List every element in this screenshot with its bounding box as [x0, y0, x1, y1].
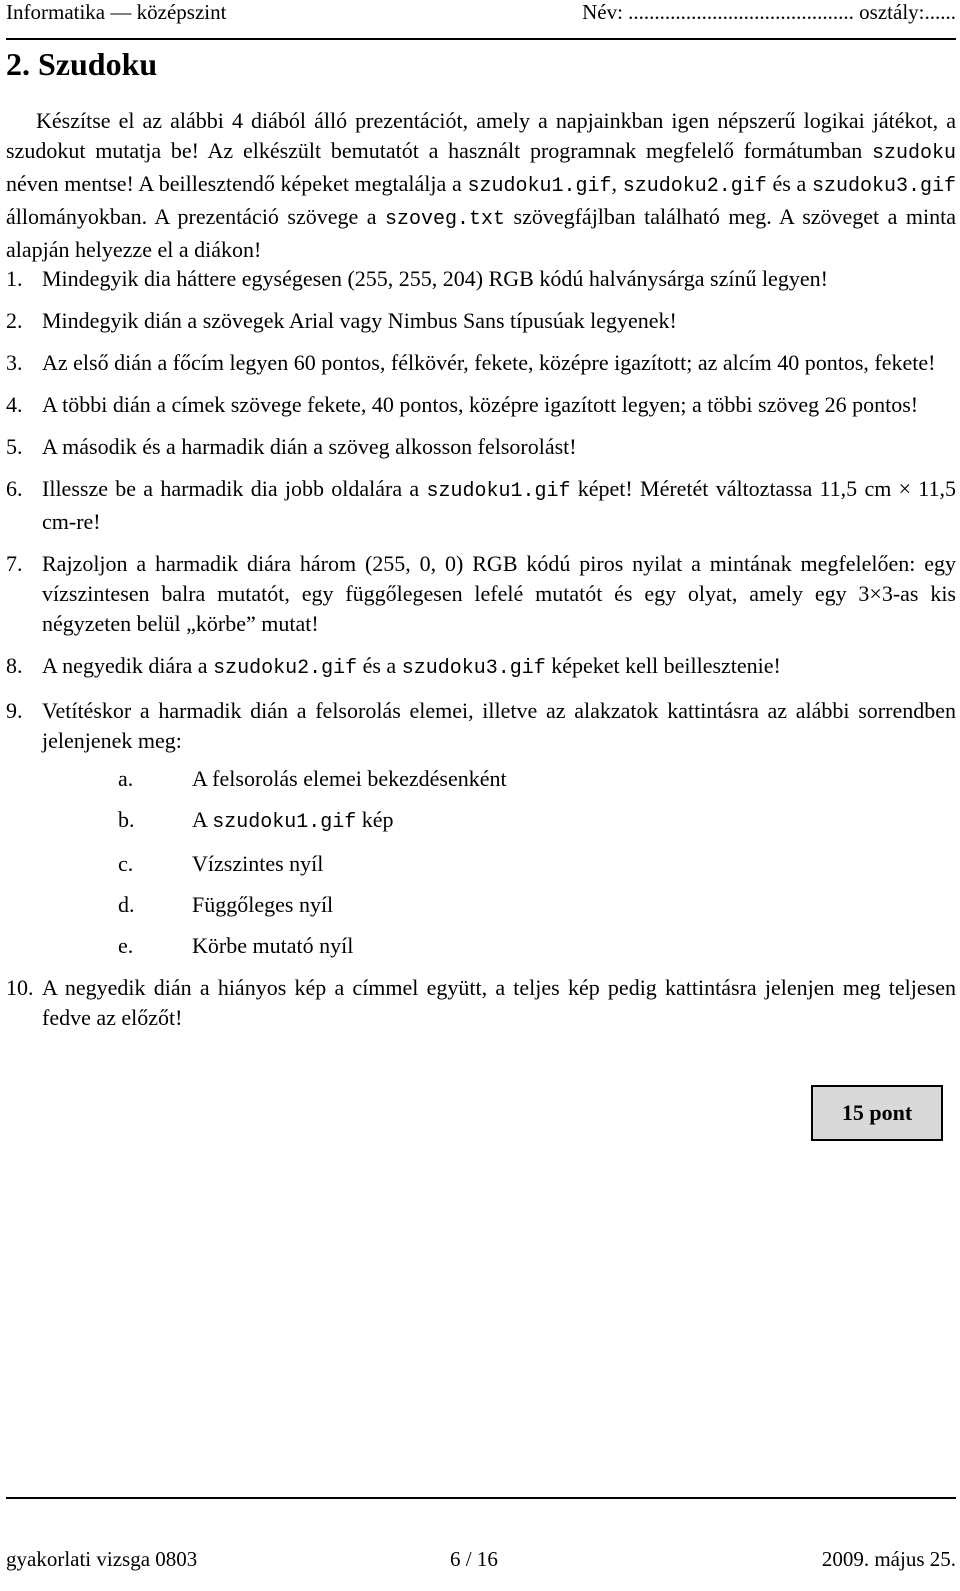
- filename-text: szudoku1.gif: [426, 480, 571, 503]
- subtask-letter: a.: [118, 766, 134, 791]
- filename-text: szudoku: [871, 142, 956, 165]
- task-item: [6, 390, 956, 420]
- task-item: [6, 973, 956, 1033]
- footer-exam-code: gyakorlati vizsga 0803: [6, 1547, 198, 1571]
- task-text: [42, 698, 956, 753]
- task-number: 10.: [6, 975, 34, 1000]
- subtask-letter: d.: [118, 892, 135, 917]
- intro-paragraph: [6, 106, 956, 265]
- subtask-item: [42, 849, 956, 879]
- footer-date: 2009. május 25.: [821, 1547, 956, 1571]
- header-subject: Informatika — középszint: [6, 0, 227, 24]
- text-run: A: [192, 807, 213, 832]
- task-text: [42, 434, 577, 459]
- task-text: [42, 308, 677, 333]
- task-item: [6, 306, 956, 336]
- text-run: ,: [611, 171, 623, 196]
- text-run: Mindegyik dia háttere egységesen (255, 255, 204) RGB kódú halványsárga színű legyen!: [42, 266, 828, 291]
- filename-text: szudoku1.gif: [212, 811, 357, 834]
- task-number: 1.: [6, 266, 23, 291]
- text-run: képet! Méretét változtassa 11,5 cm × 11,5 cm-re!: [42, 476, 956, 534]
- text-run: Vetítéskor a harmadik dián a felsorolás elemei, illetve az alakzatok kattintásra az alábbi sorrendben jelenjenek meg:: [42, 698, 956, 753]
- text-run: állományokban. A prezentáció szövege a: [6, 204, 385, 229]
- text-run: Körbe mutató nyíl: [192, 933, 354, 958]
- task-item: [6, 474, 956, 537]
- filename-text: szudoku2.gif: [622, 175, 767, 198]
- text-run: A többi dián a címek szövege fekete, 40 pontos, középre igazított legyen; a többi szöveg 26 pontos!: [42, 392, 919, 417]
- text-run: A negyedik dián a hiányos kép a címmel együtt, a teljes kép pedig kattintásra jelenjen meg teljesen fedve az előzőt!: [42, 975, 956, 1030]
- text-run: Mindegyik dián a szövegek Arial vagy Nimbus Sans típusúak legyenek!: [42, 308, 677, 333]
- text-run: Vízszintes nyíl: [192, 851, 324, 876]
- text-run: Rajzoljon a harmadik diára három (255, 0, 0) RGB kódú piros nyilat a mintának megfelelően: egy vízszintesen balra mutatót, egy függőlegesen lefelé mutatót és egy olyat, amely egy 3×3-as kis négyzeten belül „körbe” mutat!: [42, 551, 956, 636]
- task-number: 2.: [6, 308, 23, 333]
- task-item: [6, 651, 956, 684]
- text-run: szövegfájlban található meg. A szöveget a minta alapján helyezze el a diákon!: [6, 204, 956, 262]
- task-number: 4.: [6, 392, 23, 417]
- text-run: Az első dián a főcím legyen 60 pontos, félkövér, fekete, középre igazított; az alcím 40 pontos, fekete!: [42, 350, 936, 375]
- text-run: és a: [357, 653, 402, 678]
- page-footer: [6, 1497, 956, 1591]
- task-text: [42, 476, 956, 534]
- task-number: 3.: [6, 350, 23, 375]
- text-run: A felsorolás elemei bekezdésenként: [192, 766, 507, 791]
- subtask-item: [42, 805, 956, 838]
- task-number: 5.: [6, 434, 23, 459]
- task-item: [6, 264, 956, 294]
- text-run: A második és a harmadik dián a szöveg alkosson felsorolást!: [42, 434, 577, 459]
- subtask-list: [42, 764, 956, 961]
- subtask-letter: e.: [118, 933, 134, 958]
- filename-text: szudoku3.gif: [811, 175, 957, 198]
- task-number: 6.: [6, 476, 23, 501]
- task-item: [6, 549, 956, 639]
- filename-text: szoveg.txt: [385, 208, 506, 231]
- task-text: [42, 350, 935, 375]
- footer-page-number: 6 / 16: [450, 1547, 498, 1571]
- text-run: Függőleges nyíl: [192, 892, 334, 917]
- subtask-letter: b.: [118, 807, 135, 832]
- text-run: Illessze be a harmadik dia jobb oldalára a: [42, 476, 427, 501]
- text-run: képeket kell beillesztenie!: [545, 653, 781, 678]
- header-name-class-field: Név: ........................................... osztály:......: [582, 0, 956, 24]
- subtask-letter: c.: [118, 851, 134, 876]
- text-run: és a: [766, 171, 812, 196]
- task-text: [42, 266, 828, 291]
- subtask-item: [42, 764, 956, 794]
- task-item: [6, 696, 956, 961]
- text-run: kép: [356, 807, 394, 832]
- task-number: 8.: [6, 653, 23, 678]
- task-item: [6, 432, 956, 462]
- task-number: 9.: [6, 698, 23, 723]
- task-title: 2. Szudoku: [6, 46, 158, 82]
- text-run: A negyedik diára a: [42, 653, 214, 678]
- text-run: néven mentse! A beillesztendő képeket megtalálja a: [6, 171, 468, 196]
- task-item: [6, 348, 956, 378]
- filename-text: szudoku3.gif: [401, 657, 546, 680]
- subtask-item: [42, 931, 956, 961]
- filename-text: szudoku2.gif: [213, 657, 358, 680]
- points-box: 15 pont: [811, 1085, 943, 1141]
- page-header: [6, 0, 956, 40]
- filename-text: szudoku1.gif: [467, 175, 612, 198]
- task-number: 7.: [6, 551, 23, 576]
- task-list: [6, 264, 956, 1045]
- task-text: [42, 975, 956, 1030]
- text-run: Készítse el az alábbi 4 diából álló prezentációt, amely a napjainkban igen népszerű logikai játékot, a szudokut mutatja be! Az elkészült bemutatót a használt programnak megfelelő formátumban: [6, 108, 956, 163]
- task-text: [42, 653, 781, 678]
- task-text: [42, 551, 956, 636]
- task-text: [42, 392, 918, 417]
- subtask-item: [42, 890, 956, 920]
